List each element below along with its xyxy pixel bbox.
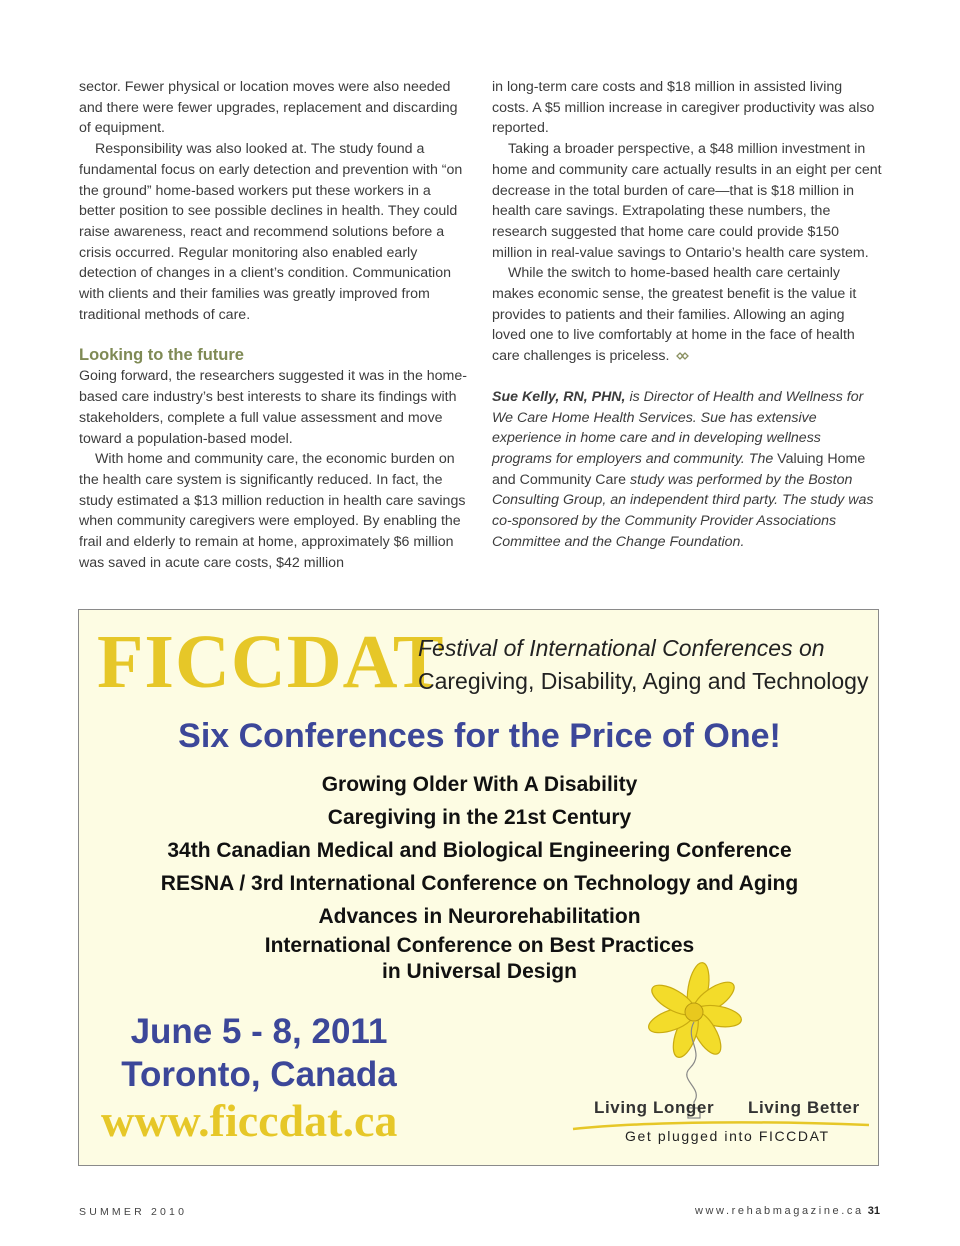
study-title: Valuing Home and Community Care xyxy=(492,450,866,488)
paragraph: in long-term care costs and $18 million in assisted living costs. A $5 million increase in caregiver productivity was also reported. xyxy=(492,79,875,137)
ficcdat-logo-text: FICCDAT xyxy=(97,620,445,704)
flower-plug-icon xyxy=(624,960,764,1120)
conference-item-continued: in Universal Design xyxy=(382,960,577,983)
conference-list xyxy=(79,768,880,985)
article-right-column xyxy=(492,77,882,552)
festival-line-2: Caregiving, Disability, Aging and Technology xyxy=(418,668,869,694)
issue-season: SUMMER 2010 xyxy=(79,1206,188,1218)
conference-item: Growing Older With A Disability xyxy=(321,773,638,796)
paragraph-text: While the switch to home-based health care certainly makes economic sense, the greatest benefit is the value it provides to patients and their families. Allowing an aging loved one to live comfortably at home in the face of health care challenges is priceless. xyxy=(492,265,857,365)
paragraph: Taking a broader perspective, a $48 million investment in home and community care actually results in an eight per cent decrease in the total burden of care—that is $18 million in health care savings. Extrapolating these numbers, the research suggested that home care could provide $150 million in real-value savings to Ontario’s health care system. xyxy=(492,141,882,261)
festival-line-1: Festival of International Conferences on xyxy=(418,635,825,661)
author-name: Sue Kelly, RN, PHN, xyxy=(492,388,626,405)
bio-text: is Director of Health and Wellness for We Care Home Health Services. Sue has extensive experience in home care and in developing wellness programs for employers and community. The xyxy=(492,388,864,467)
event-dates: June 5 - 8, 2011 xyxy=(130,1012,388,1051)
tagline-left: Living Longer xyxy=(594,1098,715,1117)
ad-headline: Six Conferences for the Price of One! xyxy=(178,717,781,755)
paragraph: Responsibility was also looked at. The study found a fundamental focus on early detection and prevention with “on the ground” home-based workers put these workers in a better position to see possible declines in health. They could raise awareness, react and recommend solutions before a crisis occurred. Regular monitoring also enabled early detection of changes in a client’s condition. Communication with clients and their families was greatly improved from traditional methods of care. xyxy=(79,141,463,323)
bio-text: study was performed by the Boston Consulting Group, an independent third party. The study was co-sponsored by the Community Provider Associations Committee and the Change Foundation. xyxy=(492,471,874,550)
event-dates-location xyxy=(109,1010,409,1096)
paragraph: With home and community care, the economic burden on the health care system is significantly reduced. In fact, the study estimated a $13 million reduction in health care savings when community caregivers were employed. By enabling the frail and elderly to remain at home, approximately $6 million was saved in acute care costs, $42 million xyxy=(79,451,466,571)
footer-site xyxy=(695,1205,880,1217)
plug-caption: Get plugged into FICCDAT xyxy=(625,1128,830,1144)
section-heading: Looking to the future xyxy=(79,346,244,365)
ficcdat-advertisement xyxy=(78,609,879,1166)
conference-item: RESNA / 3rd International Conference on Technology and Aging xyxy=(160,872,799,895)
end-mark-icon xyxy=(673,351,691,361)
article-left-column xyxy=(79,77,469,573)
event-location: Toronto, Canada xyxy=(121,1055,397,1094)
event-website-link[interactable]: www.ficcdat.ca xyxy=(101,1095,398,1146)
conference-item: Advances in Neurorehabilitation xyxy=(318,905,641,928)
conference-item: 34th Canadian Medical and Biological Engineering Conference xyxy=(167,839,792,862)
site-url[interactable]: www.rehabmagazine.ca xyxy=(694,1205,864,1217)
paragraph: sector. Fewer physical or location moves were also needed and there were fewer upgrades, replacement and discarding of equipment. xyxy=(79,79,458,137)
paragraph: Going forward, the researchers suggested it was in the home-based care industry’s best interests to share its findings with stakeholders, complete a full value assessment and move toward a population-based model. xyxy=(79,368,467,447)
conference-item: International Conference on Best Practices xyxy=(264,934,695,957)
conference-item: Caregiving in the 21st Century xyxy=(327,806,632,829)
paragraph xyxy=(492,263,882,367)
author-bio xyxy=(492,387,882,553)
tagline-right: Living Better xyxy=(748,1098,860,1117)
festival-description xyxy=(418,632,868,698)
page-number: 31 xyxy=(867,1205,880,1217)
